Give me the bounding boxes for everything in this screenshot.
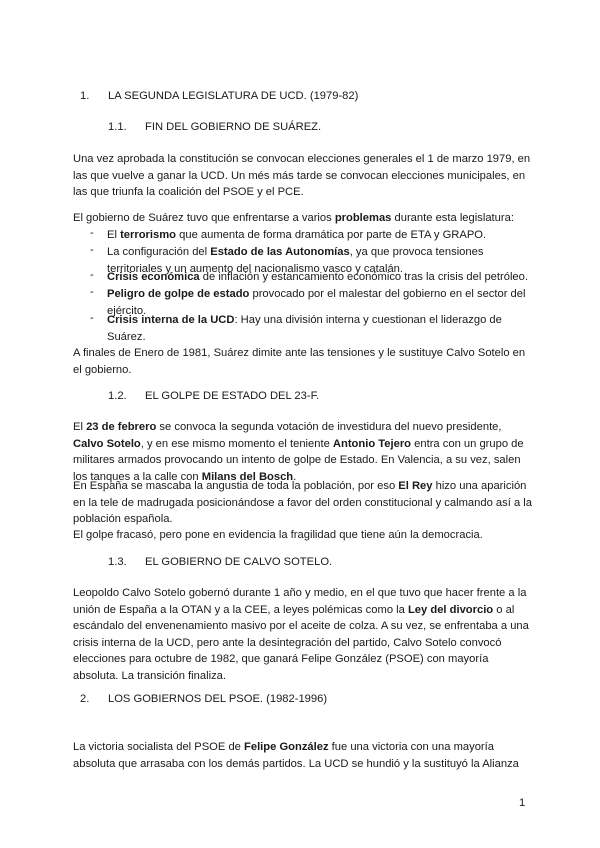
heading-title: LA SEGUNDA LEGISLATURA DE UCD. (1979-82)	[108, 90, 359, 102]
subheading-number: 1.1.	[108, 121, 127, 133]
page-number: 1	[519, 797, 526, 809]
heading-number: 2.	[80, 693, 90, 705]
paragraph: El 23 de febrero se convoca la segunda votación de investidura del nuevo presidente, Calvo Sotelo, y en ese mismo momento el teniente Antonio Tejero entra con un grupo de militares armados provocando un intento de golpe de Estado. En Valencia, a su vez, salen los tanques a la calle con Milans del Bosch.	[73, 421, 524, 483]
subheading-number: 1.2.	[108, 390, 127, 402]
paragraph: Leopoldo Calvo Sotelo gobernó durante 1 año y medio, en el que tuvo que hacer frente a la unión de España a la OTAN y a la CEE, a leyes polémicas como la Ley del divorcio o al escándalo del envenenamiento masivo por el aceite de colza. A su vez, se enfrentaba a una crisis interna de la UCD, pero ante la desintegración del partido, Calvo Sotelo convocó elecciones para octubre de 1982, que ganará Felipe González (PSOE) con mayoría absoluta. La transición finaliza.	[73, 587, 529, 682]
paragraph: El gobierno de Suárez tuvo que enfrentarse a varios problemas durante esta legislatura:	[73, 212, 514, 224]
heading-title: LOS GOBIERNOS DEL PSOE. (1982-1996)	[108, 693, 328, 705]
heading-number: 1.	[80, 90, 90, 102]
paragraph: A finales de Enero de 1981, Suárez dimite ante las tensiones y le sustituye Calvo Sotelo en el gobierno.	[73, 347, 526, 376]
subheading-title: FIN DEL GOBIERNO DE SUÁREZ.	[145, 121, 322, 133]
paragraph: El golpe fracasó, pero pone en evidencia la fragilidad que tiene aún la democracia.	[73, 529, 483, 541]
subheading-number: 1.3.	[108, 556, 127, 568]
paragraph: La victoria socialista del PSOE de Felipe González fue una victoria con una mayoría absoluta que arrasaba con los demás partidos. La UCD se hundió y la sustituyó la Alianza	[73, 741, 519, 770]
paragraph: Una vez aprobada la constitución se convocan elecciones generales el 1 de marzo 1979, en las que vuelve a ganar la UCD. Un més más tarde se convocan elecciones municipales, en las que triunfa la coalición del PSOE y el PCE.	[73, 153, 531, 199]
subheading-title: EL GOBIERNO DE CALVO SOTELO.	[145, 556, 333, 568]
paragraph: En España se mascaba la angustia de toda la población, por eso El Rey hizo una aparición en la tele de madrugada posicionándose a favor del orden constitucional y calmando así a la población española.	[73, 480, 532, 526]
subheading-title: EL GOLPE DE ESTADO DEL 23-F.	[145, 390, 320, 402]
